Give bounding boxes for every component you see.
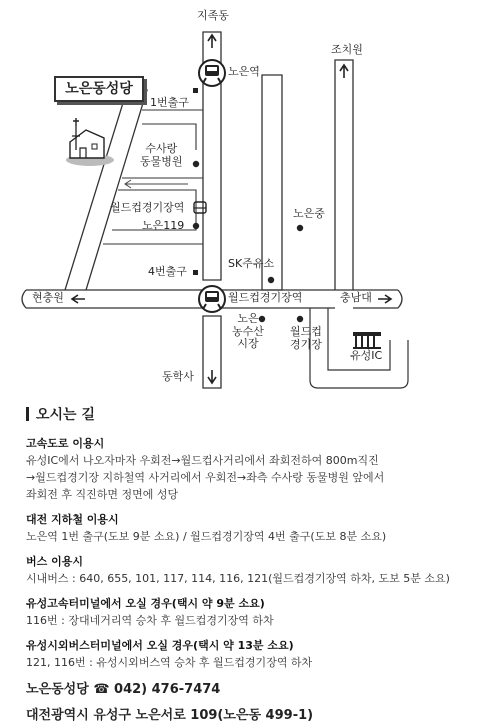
contact-address: 대전광역시 유성구 노은서로 109(노은동 499-1) (26, 708, 314, 723)
arrow-north (208, 35, 216, 48)
directions-panel (26, 400, 466, 726)
stadium-dot (297, 316, 303, 322)
section-line: 유성IC에서 나오자마자 우회전→월드컵사거리에서 좌회전하여 800m직진 (26, 454, 379, 467)
section-highway (26, 436, 466, 503)
arrow-west (72, 295, 85, 303)
label-worldcup-station-box: 월드컵경기장역 (110, 201, 185, 214)
label-worldcup-station-main: 월드컵경기장역 (228, 291, 303, 304)
subway-icon-worldcup (199, 286, 225, 312)
toll-gate-icon (353, 332, 381, 349)
section-title: 유성시외버스터미널에서 오실 경우(택시 약 13분 소요) (26, 639, 294, 652)
church-name-box: 노은동성당 (54, 76, 144, 102)
exit4-marker (193, 270, 198, 275)
label-northeast: 조치원 (331, 43, 363, 56)
road-end-west (22, 290, 26, 308)
exit1-marker (193, 88, 198, 93)
section-title: 유성고속터미널에서 오실 경우(택시 약 9분 소요) (26, 597, 265, 610)
heading-bar (26, 407, 29, 421)
arrow-northeast (340, 65, 348, 78)
middle-school-dot (297, 225, 303, 231)
section-line: 시내버스 : 640, 655, 101, 117, 114, 116, 121(월드컵경기장역 하차, 도보 5분 소요) (26, 572, 450, 585)
section-title: 대전 지하철 이용시 (26, 513, 119, 526)
arrow-south (208, 370, 216, 383)
section-line: →월드컵경기장 지하철역 사거리에서 우회전→좌측 수사랑 동물병원 앞에서 (26, 471, 385, 484)
section-bus (26, 554, 466, 587)
label-exit4: 4번출구 (148, 265, 187, 278)
section-line: 노은역 1번 출구(도보 9분 소요) / 월드컵경기장역 4번 출구(도보 8분 소요) (26, 530, 387, 543)
road-northeast (335, 60, 353, 290)
section-line: 좌회전 후 직진하면 정면에 성당 (26, 488, 179, 501)
road-end-east (398, 290, 402, 308)
vet-dot (193, 161, 199, 167)
subway-icon-noeun (199, 60, 225, 86)
119-dot (193, 223, 199, 229)
section-title: 버스 이용시 (26, 555, 83, 568)
label-east-end: 충남대 (340, 291, 372, 304)
label-north: 지족동 (197, 9, 229, 22)
section-intercity-terminal (26, 638, 466, 671)
label-exit1: 1번출구 (150, 96, 189, 109)
label-sk-gas: SK주유소 (228, 257, 275, 270)
label-noeun-middle: 노은중 (293, 207, 325, 220)
label-noeun119: 노은119 (142, 219, 185, 232)
arrow-east (378, 295, 391, 303)
label-market: 노은 농수산 시장 (232, 312, 264, 351)
contact-phone: 노은동성당 ☎ 042) 476-7474 (26, 682, 221, 697)
label-vet-hospital: 수사랑 동물병원 (140, 142, 183, 168)
label-yuseong-ic: 유성IC (350, 349, 383, 362)
heading-text: 오시는 길 (36, 407, 95, 423)
label-south-end: 동학사 (162, 370, 194, 383)
church-icon (66, 118, 114, 166)
label-west-end: 현충원 (32, 291, 64, 304)
section-line: 121, 116번 : 유성시외버스역 승차 후 월드컵경기장역 하차 (26, 656, 313, 669)
label-noeun-station: 노은역 (228, 65, 260, 78)
directions-heading (26, 404, 466, 424)
sk-dot (268, 277, 274, 283)
section-express-terminal (26, 596, 466, 629)
arrow-lane (125, 180, 188, 188)
section-line: 116번 : 장대네거리역 승차 후 월드컵경기장역 하차 (26, 614, 274, 627)
label-stadium: 월드컵 경기장 (290, 325, 322, 351)
section-subway (26, 512, 466, 545)
section-title: 고속도로 이용시 (26, 437, 105, 450)
